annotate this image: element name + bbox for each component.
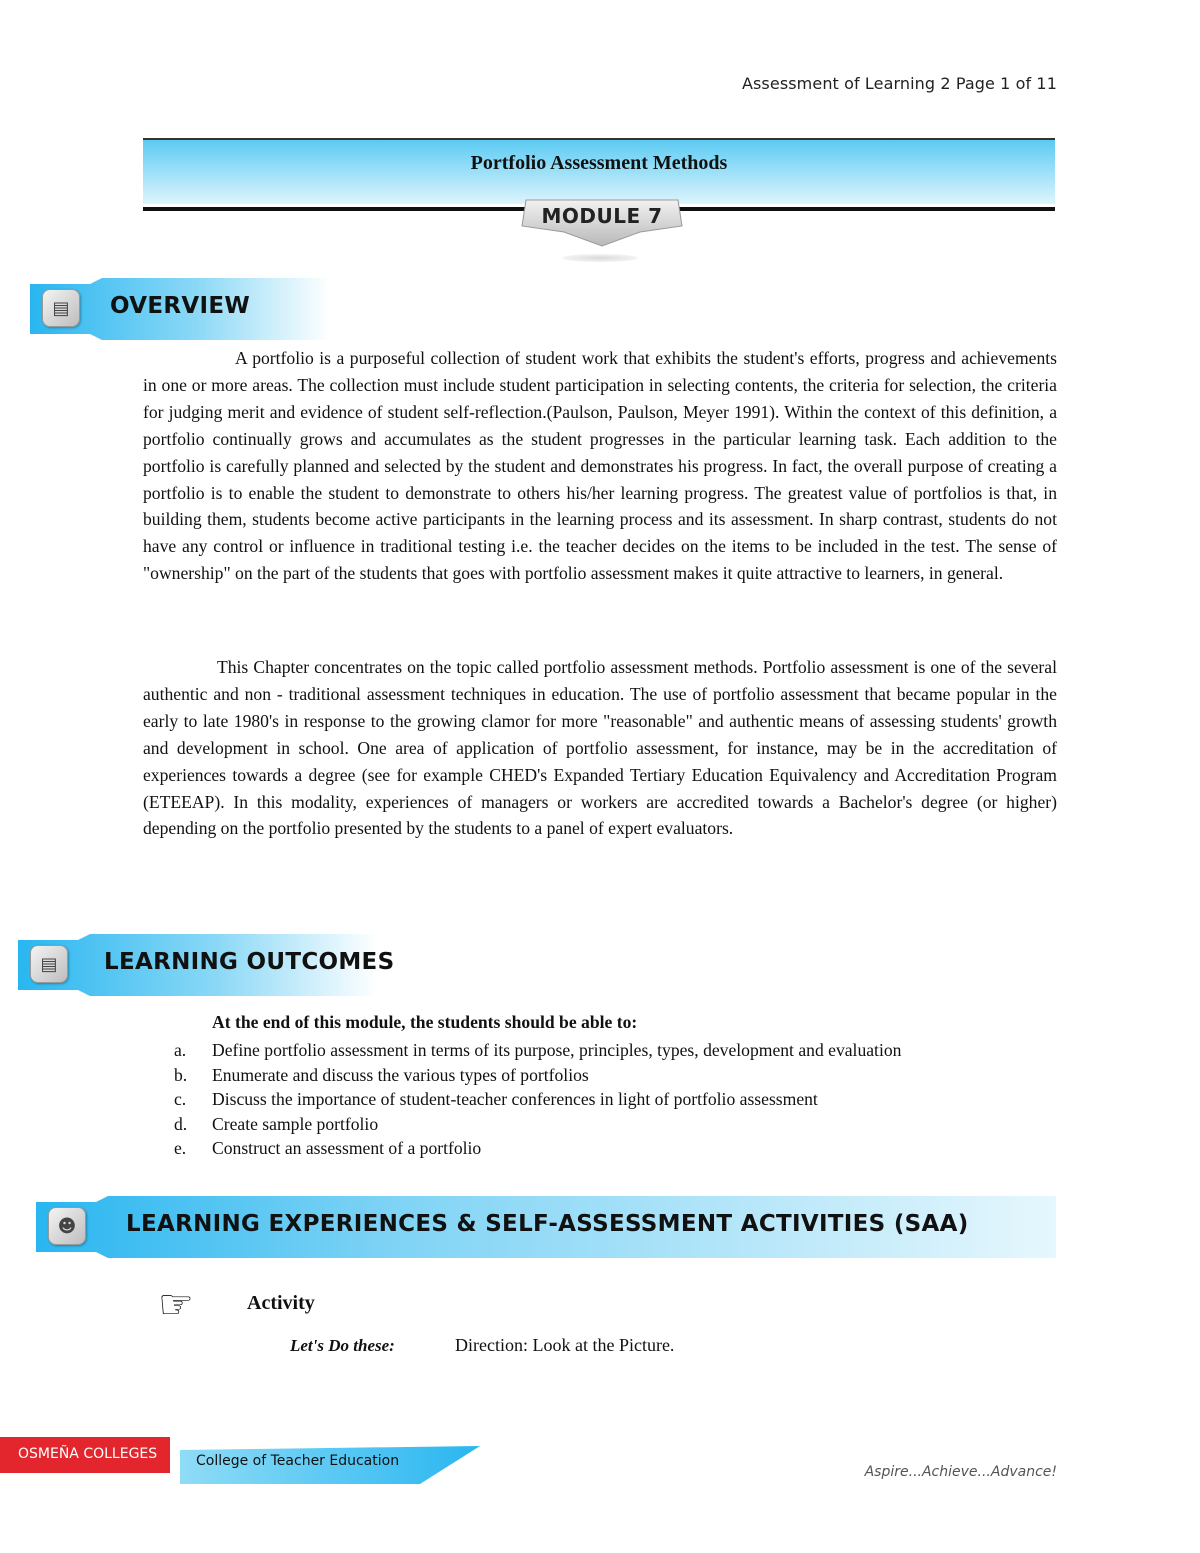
footer-college xyxy=(0,1437,170,1473)
activity-block xyxy=(150,1278,450,1338)
experiences-heading: LEARNING EXPERIENCES & SELF-ASSESSMENT ACTIVITIES (SAA) xyxy=(126,1211,969,1237)
college-name: OSMEÑA COLLEGES xyxy=(18,1446,158,1462)
experiences-section-head xyxy=(36,1196,1056,1258)
overview-section-head xyxy=(30,278,330,340)
footer-motto: Aspire...Achieve...Advance! xyxy=(864,1464,1057,1480)
outcomes-lead: At the end of this module, the students should be able to: xyxy=(212,1012,638,1032)
person-icon: ☻ xyxy=(48,1207,86,1245)
document-icon: ▤ xyxy=(30,945,68,983)
list-item: b. Enumerate and discuss the various types of portfolios xyxy=(174,1064,589,1085)
module-label: MODULE 7 xyxy=(541,204,663,228)
outcomes-section-head xyxy=(18,934,395,996)
overview-paragraph-1: A portfolio is a purposeful collection of student work that exhibits the student's efforts, progress and achievements in one or more areas. The collection must include student participation in selecting contents, the criteria for selection, the criteria for judging merit and evidence of student self-reflection.(Paulson, Paulson, Meyer 1991). Within the context of this definition, a portfolio continually grows and accumulates as the student progresses in the particular learning task. Each addition to the portfolio is carefully planned and selected by the student and demonstrates his progress. In fact, the overall purpose of creating a portfolio is to enable the student to demonstrate to others his/her learning progress. The greatest value of portfolios is that, in building them, students become active participants in the learning process and its assessment. In sharp contrast, students do not have any control or influence in traditional testing i.e. the teacher decides on the items to be included in the test. The sense of "ownership" on the part of the students that goes with portfolio assessment makes it quite attractive to learners, in general. xyxy=(143,348,1057,584)
footer-department xyxy=(180,1446,480,1486)
lets-do-label: Let's Do these: xyxy=(290,1336,395,1355)
overview-heading: OVERVIEW xyxy=(110,293,250,319)
outcomes-list xyxy=(174,1038,901,1161)
document-icon: ▤ xyxy=(42,289,80,327)
overview-paragraph-2: This Chapter concentrates on the topic called portfolio assessment methods. Portfolio assessment is one of the several authentic and non - traditional assessment techniques in education. The use of portfolio assessment that became popular in the early to late 1980's in response to the growing clamor for more "reasonable" and authentic means of assessing students' growth and development in school. One area of application of portfolio assessment, for instance, may be in the accreditation of experiences towards a degree (see for example CHED's Expanded Tertiary Education Equivalency and Accreditation Program (ETEEAP). In this modality, experiences of managers or workers are accredited towards a Bachelor's degree (or higher) depending on the portfolio presented by the students to a panel of expert evaluators. xyxy=(143,657,1057,839)
document-title: Portfolio Assessment Methods xyxy=(470,152,728,174)
module-badge xyxy=(520,198,684,248)
list-item: c. Discuss the importance of student-teacher conferences in light of portfolio assessment xyxy=(174,1089,818,1110)
list-item: d. Create sample portfolio xyxy=(174,1113,379,1134)
direction-text: Direction: Look at the Picture. xyxy=(455,1335,675,1355)
page-header: Assessment of Learning 2 Page 1 of 11 xyxy=(741,74,1057,93)
list-item: e. Construct an assessment of a portfolio xyxy=(174,1138,482,1159)
pointing-hand-icon: ☞ xyxy=(158,1282,194,1328)
outcomes-heading: LEARNING OUTCOMES xyxy=(104,949,395,975)
department-name: College of Teacher Education xyxy=(196,1453,400,1469)
badge-shadow xyxy=(562,254,638,262)
activity-label: Activity xyxy=(247,1292,315,1314)
title-band xyxy=(143,138,1055,204)
list-item: a. Define portfolio assessment in terms of its purpose, principles, types, development and evaluation xyxy=(174,1040,902,1060)
